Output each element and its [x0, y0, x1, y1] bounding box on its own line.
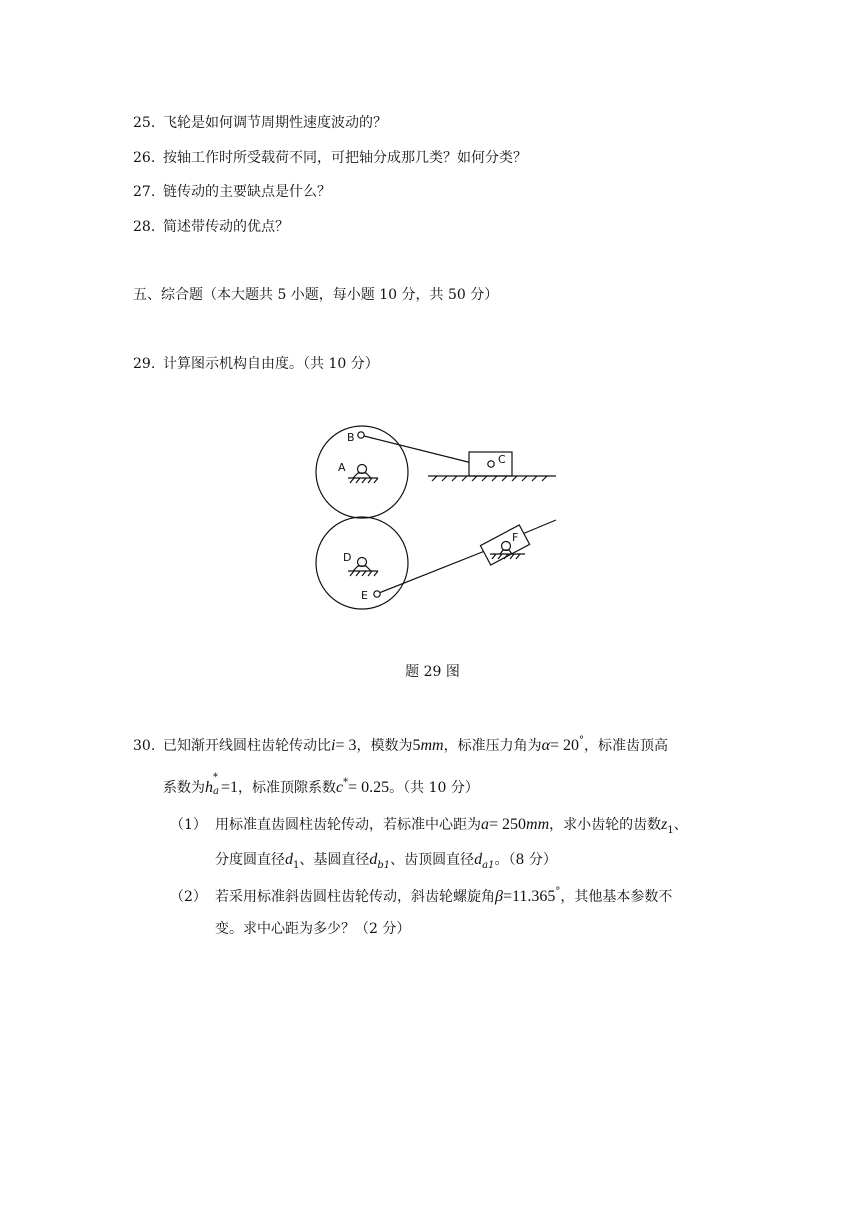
beta-symbol: β — [495, 888, 503, 905]
c-variable: c — [336, 779, 344, 796]
question-25 — [133, 112, 387, 132]
part-text: 、齿顶圆直径 — [390, 852, 475, 868]
joint-f — [502, 542, 511, 551]
part-text: 、 — [673, 817, 688, 833]
guide-inclined — [520, 520, 556, 535]
question-number: 29. — [133, 356, 156, 372]
degree-symbol: ° — [555, 886, 561, 897]
pivot-a — [358, 465, 367, 474]
alpha-symbol: α — [541, 737, 550, 754]
question-text: 按轴工作时所受载荷不同，可把轴分成那几类？如何分类？ — [163, 150, 527, 166]
label-e: E — [361, 589, 368, 602]
degree-symbol: ° — [579, 735, 585, 746]
joint-e — [374, 591, 380, 597]
part-text: 、基圆直径 — [299, 852, 370, 868]
joint-c — [488, 461, 494, 467]
part-text: 。（8 分） — [494, 852, 557, 868]
part-text: 若采用标准斜齿圆柱齿轮传动，斜齿轮螺旋角 — [215, 889, 495, 905]
c-value: = 0.25 — [348, 779, 390, 796]
question-27 — [133, 181, 331, 201]
label-d: D — [343, 551, 352, 564]
pivot-d — [358, 558, 367, 567]
section-heading: 五、综合题（本大题共 5 小题，每小题 10 分，共 50 分） — [133, 287, 499, 303]
ratio-variable: i — [331, 737, 336, 754]
alpha-value: = 20 — [550, 737, 580, 754]
part-text: 分度圆直径 — [215, 852, 285, 868]
q30-part-1 — [170, 814, 688, 836]
ha-star: * — [213, 772, 218, 783]
q30-text: 已知渐开线圆柱齿轮传动比 — [163, 738, 331, 754]
a-unit: mm — [526, 816, 550, 833]
mechanism-figure — [300, 415, 570, 620]
figure-caption: 题 29 图 — [405, 664, 460, 680]
ha-variable: h — [205, 779, 213, 796]
question-29 — [133, 353, 379, 373]
q30-text: 。（共 10 分） — [389, 780, 479, 796]
question-26 — [133, 147, 527, 167]
question-number: 30. — [133, 738, 156, 754]
part-text: ，其他基本参数不 — [560, 889, 673, 905]
a-value: = 250 — [489, 816, 527, 833]
z-variable: z — [661, 816, 668, 833]
part-text: ，求小齿轮的齿数 — [549, 817, 662, 833]
question-number: 27. — [133, 184, 156, 200]
joint-b — [358, 432, 364, 438]
ground-a — [348, 473, 378, 483]
question-30-line2 — [163, 772, 479, 797]
module-value: 5 — [412, 737, 421, 754]
da-variable: d — [474, 851, 483, 868]
q30-text: ，模数为 — [356, 738, 413, 754]
label-b: B — [347, 431, 355, 444]
q30-text: ，标准顶隙系数 — [238, 780, 337, 796]
ha-value: =1 — [221, 779, 239, 796]
ratio-value: = 3 — [335, 737, 357, 754]
part-label: （1） — [170, 817, 207, 833]
ha-subscript: a — [213, 786, 219, 797]
label-f: F — [512, 531, 519, 544]
part-label: （2） — [170, 889, 207, 905]
q30-text: ，标准齿顶高 — [584, 738, 669, 754]
question-text: 计算图示机构自由度。（共 10 分） — [163, 356, 379, 372]
question-text: 简述带传动的优点？ — [163, 219, 289, 235]
guide-hatch — [432, 476, 547, 481]
db-variable: d — [369, 851, 378, 868]
beta-value: =11.365 — [502, 888, 556, 905]
question-number: 25. — [133, 115, 156, 131]
q30-text: 系数为 — [163, 780, 205, 796]
module-unit: mm — [420, 737, 444, 754]
question-number: 26. — [133, 150, 156, 166]
question-number: 28. — [133, 219, 156, 235]
db-subscript: b1 — [377, 860, 391, 871]
da-subscript: a1 — [482, 860, 495, 871]
ground-d — [348, 566, 378, 576]
a-variable: a — [481, 816, 489, 833]
q30-part-2-line2: 变。求中心距为多少？（2 分） — [215, 921, 411, 937]
question-28 — [133, 216, 289, 236]
c-star: * — [343, 777, 349, 788]
label-c: C — [498, 453, 506, 466]
question-text: 链传动的主要缺点是什么？ — [163, 184, 331, 200]
label-a: A — [338, 461, 346, 474]
q30-part-1-line2 — [215, 849, 557, 871]
question-text: 飞轮是如何调节周期性速度波动的？ — [163, 115, 387, 131]
q30-part-2 — [170, 886, 672, 906]
z-subscript: 1 — [667, 825, 674, 836]
d-subscript: 1 — [293, 860, 300, 871]
q30-text: ，标准压力角为 — [443, 738, 542, 754]
question-30 — [133, 735, 668, 755]
d-variable: d — [285, 851, 293, 868]
link-bc — [364, 436, 472, 463]
part-text: 用标准直齿圆柱齿轮传动，若标准中心距为 — [215, 817, 481, 833]
